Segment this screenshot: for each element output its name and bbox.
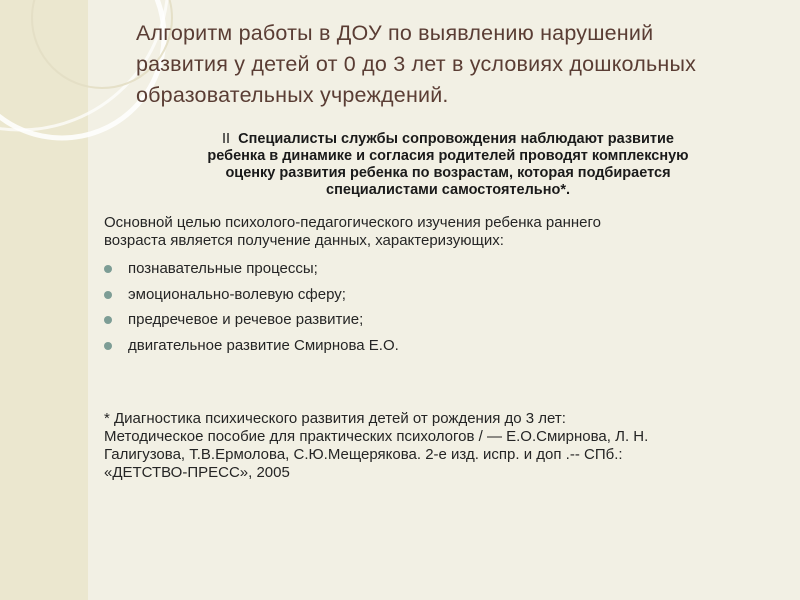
section-heading-line: специалистами самостоятельно*. bbox=[326, 182, 570, 198]
section-heading-text: Специалисты службы сопровождения наблюдают развитие bbox=[238, 131, 674, 147]
bullet-list bbox=[104, 260, 399, 362]
body-line: Основной целью психолого-педагогического изучения ребенка раннего bbox=[104, 214, 601, 231]
body-line: возраста является получение данных, характеризующих: bbox=[104, 232, 504, 249]
body-paragraph bbox=[104, 214, 744, 250]
footnote-line: Методическое пособие для практических психологов / — Е.О.Смирнова, Л. Н. bbox=[104, 428, 649, 445]
footnote-line: * Диагностика психического развития детей от рождения до 3 лет: bbox=[104, 410, 566, 427]
list-item bbox=[104, 337, 399, 363]
list-item-text: двигательное развитие Смирнова Е.О. bbox=[128, 336, 399, 354]
list-item bbox=[104, 286, 399, 312]
bullet-icon bbox=[104, 265, 112, 273]
bullet-icon bbox=[104, 316, 112, 324]
list-item-text: предречевое и речевое развитие; bbox=[128, 311, 364, 328]
list-item bbox=[104, 311, 399, 337]
title-line: развития у детей от 0 до 3 лет в условиях дошкольных bbox=[136, 52, 697, 76]
section-heading-line: оценку развития ребенка по возрастам, которая подбирается bbox=[225, 165, 671, 181]
footnote bbox=[104, 410, 774, 482]
section-heading-line: ребенка в динамике и согласия родителей проводят комплексную bbox=[207, 148, 689, 164]
list-item-text: эмоционально-волевую сферу; bbox=[128, 285, 346, 303]
section-heading-line bbox=[118, 131, 778, 148]
footnote-line: «ДЕТСТВО-ПРЕСС», 2005 bbox=[104, 464, 290, 481]
bullet-icon bbox=[104, 291, 112, 299]
slide-title bbox=[136, 18, 786, 111]
section-heading bbox=[118, 131, 778, 199]
list-item-text: познавательные процессы; bbox=[128, 260, 318, 277]
list-item bbox=[104, 260, 399, 286]
bullet-icon bbox=[104, 342, 112, 350]
footnote-line: Галигузова, Т.В.Ермолова, С.Ю.Мещерякова. 2-е изд. испр. и доп .-- СПб.: bbox=[104, 446, 623, 463]
title-line: Алгоритм работы в ДОУ по выявлению нарушений bbox=[136, 21, 654, 45]
section-number: II bbox=[222, 131, 231, 147]
title-line: образовательных учреждений. bbox=[136, 83, 449, 107]
